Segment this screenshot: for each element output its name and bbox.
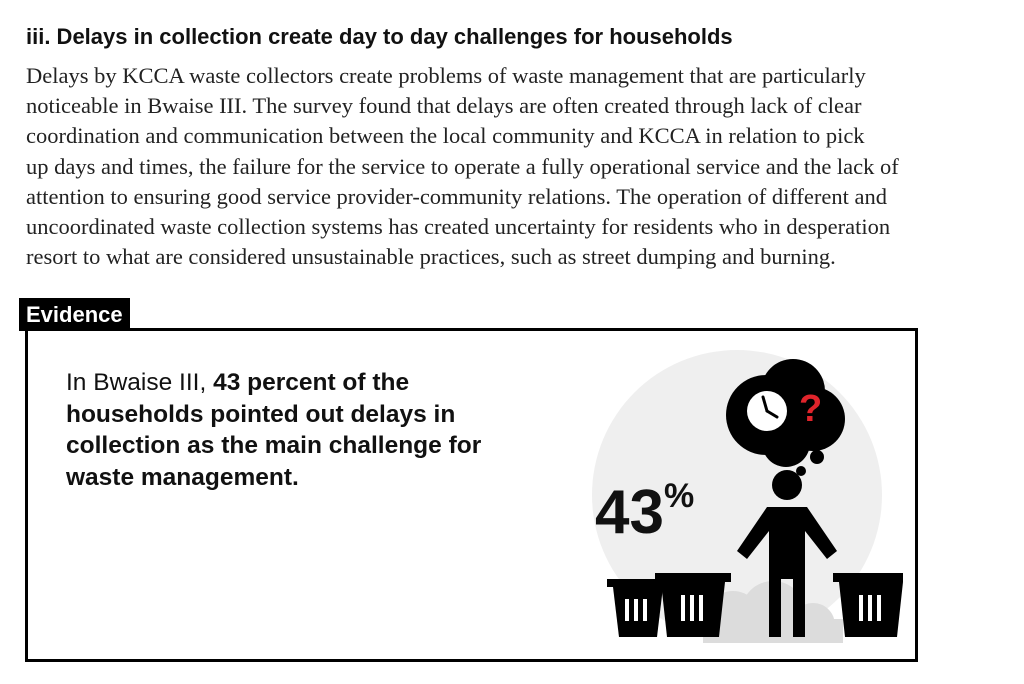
paragraph-line: coordination and communication between the local community and KCCA in relation to pick [26, 123, 865, 149]
percent-sign: % [663, 477, 695, 515]
question-mark-icon: ? [799, 388, 823, 430]
evidence-text-plain: In Bwaise III, [66, 369, 214, 396]
paragraph-line: Delays by KCCA waste collectors create problems of waste management that are particularly [26, 63, 866, 88]
section-heading: iii. Delays in collection create day to day challenges for households [26, 24, 733, 49]
paragraph-line: up days and times, the failure for the service to operate a fully operational service and the lack of [26, 153, 899, 179]
waste-bin-icon [607, 579, 669, 637]
evidence-text-bold: 43 percent of the households pointed out delays in collection as the main challenge for waste management. [66, 369, 482, 491]
paragraph-line: attention to ensuring good service provider-community relations. The operation of different and [26, 183, 887, 209]
clock-icon [747, 391, 787, 431]
evidence-box [25, 328, 918, 662]
percent-number: 43 [595, 478, 664, 547]
evidence-statement [66, 367, 536, 493]
paragraph-line: noticeable in Bwaise III. The survey found that delays are often created through lack of clear [26, 93, 862, 119]
body-paragraph [26, 61, 1016, 272]
delay-illustration [573, 347, 903, 643]
waste-bin-icon [833, 573, 903, 637]
paragraph-line: uncoordinated waste collection systems has created uncertainty for residents who in desperation [26, 214, 891, 240]
waste-bin-icon [655, 573, 731, 637]
paragraph-line: resort to what are considered unsustainable practices, such as street dumping and burning. [26, 244, 836, 270]
evidence-tag: Evidence [19, 298, 130, 331]
